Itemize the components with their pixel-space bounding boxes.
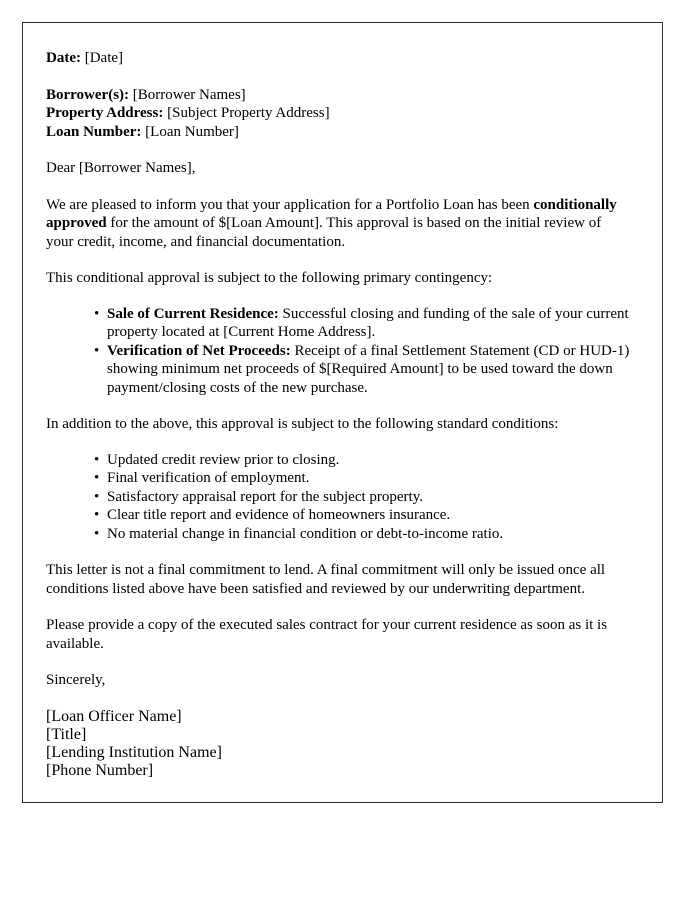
field-loan-number-value: [Loan Number] — [145, 123, 239, 140]
list-item: • Clear title report and evidence of homeowners insurance. — [94, 506, 630, 525]
contingency-title: Sale of Current Residence: — [107, 305, 279, 322]
field-loan-number-label: Loan Number: — [46, 123, 142, 140]
list-item: • Satisfactory appraisal report for the subject property. — [94, 488, 630, 507]
contingency-text: Receipt of a final Settlement Statement (CD or HUD-1) showing minimum net proceeds of $[Required Amount] to be used toward the down payment/closing costs of the new purchase. — [107, 342, 630, 396]
disclaimer-paragraph: This letter is not a final commitment to lend. A final commitment will only be issued once all conditions listed above have been satisfied and reviewed by our underwriting department. — [46, 562, 606, 597]
spacer — [46, 653, 630, 671]
intro-paragraph — [46, 196, 630, 252]
spacer — [46, 690, 630, 708]
field-borrowers — [46, 86, 630, 105]
contingency-text: Successful closing and funding of the sale of your current property located at [Current Home Address]. — [107, 305, 629, 340]
signature-phone: [Phone Number] — [46, 761, 154, 779]
field-loan-number — [46, 123, 630, 142]
standard-conditions-list — [46, 451, 630, 544]
document-page — [22, 22, 663, 803]
primary-contingency-lead: This conditional approval is subject to the following primary contingency: — [46, 270, 493, 286]
spacer — [46, 251, 630, 269]
document-content — [23, 23, 662, 780]
spacer — [46, 434, 630, 451]
spacer — [46, 598, 630, 616]
spacer — [46, 397, 630, 415]
field-property-address-value: [Subject Property Address] — [167, 105, 330, 121]
field-date-label: Date: — [46, 50, 81, 66]
salutation: Dear [Borrower Names], — [46, 160, 196, 176]
field-date — [46, 49, 630, 68]
field-borrowers-value: [Borrower Names] — [132, 86, 246, 103]
standard-conditions-lead: In addition to the above, this approval is subject to the following standard conditions: — [46, 416, 559, 432]
intro-emphasis: conditionally approved — [46, 196, 617, 231]
closing: Sincerely, — [46, 672, 106, 688]
spacer — [46, 178, 630, 196]
spacer — [46, 543, 630, 561]
intro-part-1: We are pleased to inform you that your application for a Portfolio Loan has been — [46, 196, 534, 213]
field-date-value: [Date] — [84, 50, 124, 66]
spacer — [46, 141, 630, 159]
list-item — [94, 305, 630, 342]
list-item: • Updated credit review prior to closing. — [94, 451, 630, 470]
spacer — [46, 68, 630, 86]
list-item — [94, 342, 630, 398]
intro-part-2: for the amount of $[Loan Amount]. This approval is based on the initial review of your credit, income, and financial documentation. — [46, 215, 602, 250]
field-property-address — [46, 104, 630, 123]
signature-institution: [Lending Institution Name] — [46, 743, 222, 761]
signature-officer-name: [Loan Officer Name] — [46, 707, 182, 725]
contingency-title: Verification of Net Proceeds: — [107, 342, 291, 359]
field-property-address-label: Property Address: — [46, 105, 164, 121]
list-item: • No material change in financial condition or debt-to-income ratio. — [94, 525, 630, 544]
primary-contingency-list — [46, 305, 630, 398]
list-item: • Final verification of employment. — [94, 469, 630, 488]
request-paragraph: Please provide a copy of the executed sales contract for your current residence as soon as it is available. — [46, 617, 608, 652]
signature-title: [Title] — [46, 725, 87, 743]
spacer — [46, 288, 630, 305]
field-borrowers-label: Borrower(s): — [46, 86, 130, 103]
